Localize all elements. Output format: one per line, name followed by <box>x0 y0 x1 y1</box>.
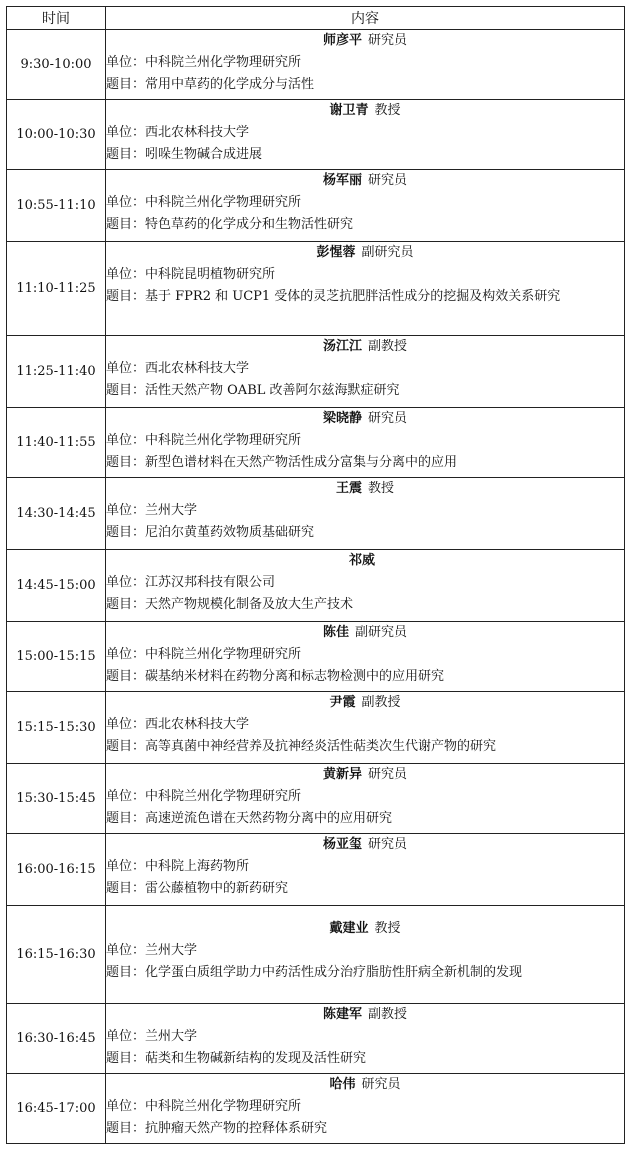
speaker-line <box>106 834 624 856</box>
time-cell: 11:10-11:25 <box>7 242 106 336</box>
unit-line <box>106 856 624 878</box>
header-row <box>7 7 625 30</box>
topic-label: 题目： <box>106 525 146 540</box>
content-cell <box>106 30 625 100</box>
unit-value: 江苏汉邦科技有限公司 <box>145 575 276 590</box>
topic-label: 题目： <box>106 739 146 754</box>
unit-value: 兰州大学 <box>145 1029 198 1044</box>
speaker-title: 教授 <box>374 921 401 936</box>
unit-line <box>106 572 624 594</box>
unit-line <box>106 714 624 736</box>
schedule-row <box>7 336 625 408</box>
header-content: 内容 <box>106 7 625 30</box>
schedule-row <box>7 764 625 834</box>
unit-label: 单位： <box>106 575 146 590</box>
topic-label: 题目： <box>106 455 146 470</box>
unit-label: 单位： <box>106 1099 146 1114</box>
schedule-row <box>7 692 625 764</box>
unit-value: 西北农林科技大学 <box>145 125 250 140</box>
unit-label: 单位： <box>106 789 146 804</box>
unit-line <box>106 1026 624 1048</box>
content-cell <box>106 692 625 764</box>
unit-label: 单位： <box>106 195 146 210</box>
speaker-name: 汤江江 <box>322 339 362 354</box>
speaker-name: 哈伟 <box>329 1077 356 1092</box>
content-cell <box>106 408 625 478</box>
topic-line <box>106 594 624 616</box>
speaker-line <box>106 692 624 714</box>
topic-value: 高速逆流色谱在天然药物分离中的应用研究 <box>145 811 393 826</box>
speaker-title: 教授 <box>374 103 401 118</box>
speaker-line <box>106 918 624 940</box>
speaker-title: 副教授 <box>368 339 408 354</box>
unit-value: 中科院兰州化学物理研究所 <box>145 433 302 448</box>
speaker-line <box>106 550 624 572</box>
speaker-name: 陈建军 <box>322 1007 362 1022</box>
topic-line <box>106 1048 624 1070</box>
speaker-line <box>106 408 624 430</box>
unit-line <box>106 786 624 808</box>
topic-value: 活性天然产物 OABL 改善阿尔兹海默症研究 <box>145 383 400 398</box>
speaker-name: 梁晓静 <box>322 411 362 426</box>
topic-label: 题目： <box>106 383 146 398</box>
topic-label: 题目： <box>106 881 146 896</box>
unit-label: 单位： <box>106 943 146 958</box>
schedule-row <box>7 242 625 336</box>
topic-line <box>106 1118 624 1140</box>
speaker-line <box>106 622 624 644</box>
topic-value: 化学蛋白质组学助力中药活性成分治疗脂肪性肝病全新机制的发现 <box>145 965 523 980</box>
topic-value: 萜类和生物碱新结构的发现及活性研究 <box>145 1051 367 1066</box>
schedule-row <box>7 1004 625 1074</box>
unit-value: 西北农林科技大学 <box>145 361 250 376</box>
unit-line <box>106 940 624 962</box>
schedule-row <box>7 834 625 906</box>
unit-line <box>106 192 624 214</box>
speaker-title: 副教授 <box>368 1007 408 1022</box>
unit-line <box>106 500 624 522</box>
speaker-name: 彭惺蓉 <box>316 245 356 260</box>
content-cell <box>106 100 625 170</box>
unit-label: 单位： <box>106 717 146 732</box>
unit-line <box>106 122 624 144</box>
time-cell: 10:55-11:10 <box>7 170 106 242</box>
time-cell: 14:30-14:45 <box>7 478 106 550</box>
speaker-line <box>106 242 624 264</box>
topic-value: 天然产物规模化制备及放大生产技术 <box>145 597 354 612</box>
speaker-title: 研究员 <box>361 1077 401 1092</box>
speaker-name: 祁威 <box>348 553 375 568</box>
topic-line <box>106 380 624 402</box>
topic-line <box>106 522 624 544</box>
speaker-name: 王震 <box>335 481 362 496</box>
schedule-row <box>7 906 625 1004</box>
content-cell <box>106 242 625 336</box>
time-cell: 15:30-15:45 <box>7 764 106 834</box>
topic-value: 特色草药的化学成分和生物活性研究 <box>145 217 354 232</box>
speaker-title: 研究员 <box>368 33 408 48</box>
topic-line <box>106 666 624 688</box>
topic-line <box>106 452 624 474</box>
topic-label: 题目： <box>106 597 146 612</box>
content-cell <box>106 170 625 242</box>
topic-line <box>106 214 624 236</box>
time-cell: 15:15-15:30 <box>7 692 106 764</box>
speaker-title: 研究员 <box>368 767 408 782</box>
schedule-row <box>7 100 625 170</box>
speaker-title: 副研究员 <box>361 245 414 260</box>
unit-label: 单位： <box>106 1029 146 1044</box>
topic-label: 题目： <box>106 77 146 92</box>
unit-value: 中科院兰州化学物理研究所 <box>145 195 302 210</box>
speaker-line <box>106 100 624 122</box>
unit-value: 中科院兰州化学物理研究所 <box>145 647 302 662</box>
topic-line <box>106 144 624 166</box>
unit-value: 中科院上海药物所 <box>145 859 250 874</box>
topic-value: 雷公藤植物中的新药研究 <box>145 881 289 896</box>
time-cell: 11:40-11:55 <box>7 408 106 478</box>
speaker-name: 陈佳 <box>322 625 349 640</box>
content-cell <box>106 622 625 692</box>
speaker-name: 师彦平 <box>322 33 362 48</box>
topic-value: 碳基纳米材料在药物分离和标志物检测中的应用研究 <box>145 669 445 684</box>
schedule-row <box>7 408 625 478</box>
schedule-row <box>7 1074 625 1144</box>
topic-value: 常用中草药的化学成分与活性 <box>145 77 315 92</box>
topic-label: 题目： <box>106 811 146 826</box>
schedule-body <box>7 30 625 1144</box>
unit-line <box>106 430 624 452</box>
topic-label: 题目： <box>106 669 146 684</box>
schedule-row <box>7 478 625 550</box>
speaker-title: 研究员 <box>368 173 408 188</box>
unit-line <box>106 264 624 286</box>
topic-value: 吲哚生物碱合成进展 <box>145 147 263 162</box>
content-cell <box>106 834 625 906</box>
topic-value: 抗肿瘤天然产物的控释体系研究 <box>145 1121 328 1136</box>
speaker-name: 杨亚玺 <box>322 837 362 852</box>
speaker-line <box>106 1074 624 1096</box>
topic-label: 题目： <box>106 217 146 232</box>
speaker-line <box>106 1004 624 1026</box>
unit-label: 单位： <box>106 503 146 518</box>
unit-value: 兰州大学 <box>145 503 198 518</box>
speaker-title: 研究员 <box>368 837 408 852</box>
unit-value: 西北农林科技大学 <box>145 717 250 732</box>
speaker-name: 杨军丽 <box>322 173 362 188</box>
unit-value: 中科院兰州化学物理研究所 <box>145 789 302 804</box>
time-cell: 11:25-11:40 <box>7 336 106 408</box>
topic-label: 题目： <box>106 147 146 162</box>
topic-line <box>106 962 624 984</box>
time-cell: 16:15-16:30 <box>7 906 106 1004</box>
speaker-title: 教授 <box>368 481 395 496</box>
speaker-name: 谢卫青 <box>329 103 369 118</box>
topic-value: 尼泊尔黄堇药效物质基础研究 <box>145 525 315 540</box>
content-cell <box>106 1074 625 1144</box>
speaker-line <box>106 336 624 358</box>
topic-label: 题目： <box>106 1051 146 1066</box>
topic-label: 题目： <box>106 289 146 304</box>
content-cell <box>106 550 625 622</box>
unit-label: 单位： <box>106 267 146 282</box>
content-cell <box>106 1004 625 1074</box>
speaker-line <box>106 478 624 500</box>
content-cell <box>106 336 625 408</box>
time-cell: 15:00-15:15 <box>7 622 106 692</box>
speaker-line <box>106 170 624 192</box>
speaker-title: 研究员 <box>368 411 408 426</box>
speaker-line <box>106 30 624 52</box>
topic-value: 基于 FPR2 和 UCP1 受体的灵芝抗肥胖活性成分的挖掘及构效关系研究 <box>145 289 561 304</box>
unit-line <box>106 644 624 666</box>
schedule-row <box>7 550 625 622</box>
content-cell <box>106 764 625 834</box>
unit-label: 单位： <box>106 647 146 662</box>
time-cell: 16:00-16:15 <box>7 834 106 906</box>
speaker-name: 尹霞 <box>329 695 356 710</box>
speaker-name: 黄新异 <box>322 767 362 782</box>
time-cell: 9:30-10:00 <box>7 30 106 100</box>
unit-value: 中科院兰州化学物理研究所 <box>145 55 302 70</box>
topic-line <box>106 286 624 308</box>
topic-line <box>106 878 624 900</box>
unit-label: 单位： <box>106 125 146 140</box>
unit-label: 单位： <box>106 55 146 70</box>
topic-value: 新型色谱材料在天然产物活性成分富集与分离中的应用 <box>145 455 458 470</box>
unit-value: 兰州大学 <box>145 943 198 958</box>
unit-label: 单位： <box>106 433 146 448</box>
unit-value: 中科院兰州化学物理研究所 <box>145 1099 302 1114</box>
topic-label: 题目： <box>106 965 146 980</box>
content-cell <box>106 478 625 550</box>
speaker-title: 副教授 <box>361 695 401 710</box>
unit-value: 中科院昆明植物研究所 <box>145 267 276 282</box>
topic-value: 高等真菌中神经营养及抗神经炎活性萜类次生代谢产物的研究 <box>145 739 497 754</box>
schedule-row <box>7 622 625 692</box>
speaker-line <box>106 764 624 786</box>
topic-line <box>106 808 624 830</box>
time-cell: 16:45-17:00 <box>7 1074 106 1144</box>
time-cell: 14:45-15:00 <box>7 550 106 622</box>
unit-line <box>106 1096 624 1118</box>
topic-label: 题目： <box>106 1121 146 1136</box>
content-cell <box>106 906 625 1004</box>
time-cell: 10:00-10:30 <box>7 100 106 170</box>
unit-label: 单位： <box>106 859 146 874</box>
schedule-table <box>6 6 625 1144</box>
speaker-name: 戴建业 <box>329 921 369 936</box>
header-time: 时间 <box>7 7 106 30</box>
unit-line <box>106 358 624 380</box>
speaker-title: 副研究员 <box>355 625 408 640</box>
unit-label: 单位： <box>106 361 146 376</box>
time-cell: 16:30-16:45 <box>7 1004 106 1074</box>
schedule-row <box>7 30 625 100</box>
topic-line <box>106 74 624 96</box>
schedule-row <box>7 170 625 242</box>
topic-line <box>106 736 624 758</box>
unit-line <box>106 52 624 74</box>
